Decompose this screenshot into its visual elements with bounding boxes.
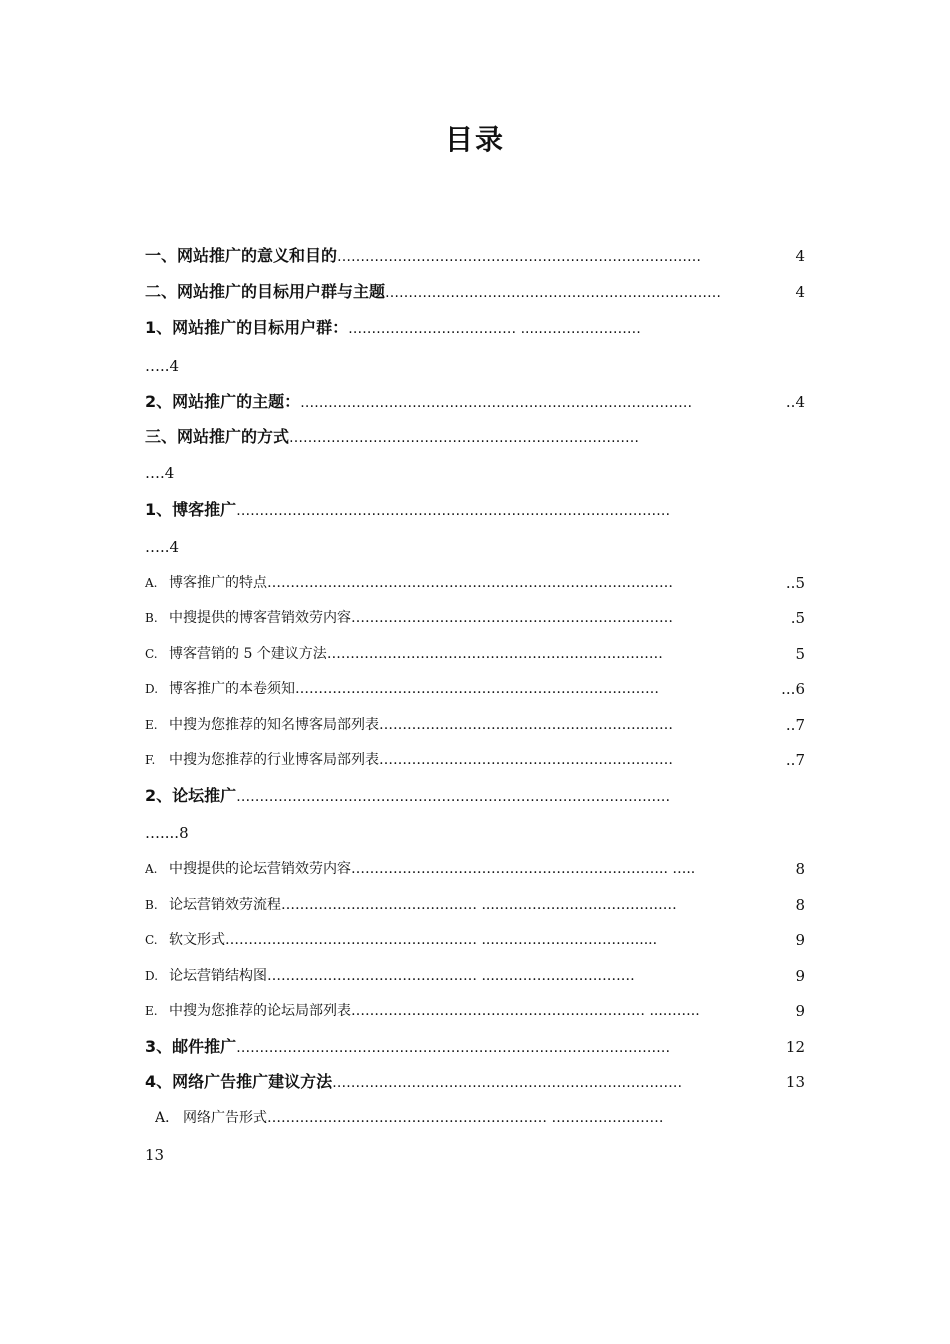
toc-entry-label: 中搜为您推荐的行业博客局部列表 (169, 752, 379, 768)
toc-entry-dots: ………………………………………………………………………………… (236, 789, 671, 805)
toc-entry-page: 9 (794, 927, 805, 953)
toc-entry-label: 三、网站推广的方式 (145, 427, 290, 446)
toc-entry-page: 9 (794, 998, 805, 1024)
toc-entry[interactable] (145, 783, 805, 809)
toc-entry[interactable] (145, 712, 805, 738)
toc-entry-dots: …………………………………………………………………… (295, 681, 659, 697)
toc-entry-dots: ……………………………… .....………………… (348, 321, 641, 337)
toc-entry[interactable] (145, 389, 805, 415)
toc-entry[interactable] (145, 570, 805, 596)
toc-entry-page: ..4 (785, 389, 805, 415)
toc-entry-prefix: C. (145, 933, 158, 947)
toc-entry-page: 5 (794, 641, 805, 667)
toc-entry-prefix: B. (145, 611, 158, 625)
toc-entry-label: 中搜为您推荐的论坛局部列表 (169, 1003, 351, 1019)
toc-entry-label: 中搜提供的论坛营销效劳内容 (169, 861, 351, 877)
toc-entry-label: 网络广告形式 (183, 1110, 267, 1126)
toc-entry-prefix: A． (155, 1110, 180, 1126)
toc-entry-page: 9 (794, 963, 805, 989)
toc-entry[interactable] (145, 315, 805, 341)
toc-entry-dots: …………………………………………………… …………………… (267, 1110, 664, 1126)
toc-entry-dots: ………………………………………………………………… (332, 1075, 683, 1091)
toc-entry-label: 一、网站推广的意义和目的 (145, 246, 338, 265)
toc-entry-dots: …………………………………………………………………… (337, 249, 702, 265)
toc-entry[interactable] (145, 892, 805, 918)
toc-entry-continuation: …..4 (145, 357, 180, 375)
toc-entry-label: 1、博客推广 (145, 500, 237, 519)
toc-entry-page: ..7 (785, 712, 805, 738)
page-title: 目录 (444, 123, 505, 156)
toc-entry-page: 8 (794, 856, 805, 882)
toc-entry-dots: ………………………………………………………………………………… (236, 1040, 671, 1056)
toc-entry-dots: ………………………………………………………………… (289, 430, 640, 446)
toc-entry-page: 4 (794, 279, 805, 305)
toc-entry-dots: ……………………………………………………… (379, 717, 673, 733)
toc-entry-page: 8 (794, 892, 805, 918)
toc-entry-prefix: F. (145, 753, 156, 767)
toc-entry[interactable] (145, 1069, 805, 1095)
toc-entry[interactable] (155, 1105, 805, 1131)
toc-entry-prefix: C. (145, 647, 158, 661)
toc-entry-prefix: B. (145, 898, 158, 912)
toc-entry-label: 二、网站推广的目标用户群与主题 (145, 282, 386, 301)
toc-entry-prefix: D. (145, 969, 159, 983)
toc-entry-label: 2、论坛推广 (145, 786, 237, 805)
toc-entry-prefix: D. (145, 682, 159, 696)
toc-entry-dots: ……………………………………………………………… (326, 646, 663, 662)
toc-entry-dots: …………………………………………………………… (351, 610, 673, 626)
toc-entry-dots: …………………………………… ...………………………………… (281, 897, 677, 913)
toc-entry-page: ..7 (785, 747, 805, 773)
toc-entry-label: 2、网站推广的主题： (145, 392, 301, 411)
toc-entry-label: 博客推广的本卷须知 (169, 681, 295, 697)
toc-entry-dots: ………………………………………………………….. ….. (351, 861, 696, 877)
toc-entry-page: 13 (785, 1069, 805, 1095)
toc-entry-label: 论坛营销结构图 (169, 968, 267, 984)
toc-entry-page: 12 (785, 1034, 805, 1060)
toc-entry-dots: ……………………………………………… ...…………………………..... (225, 932, 658, 948)
toc-entry[interactable] (145, 747, 805, 773)
toc-entry-page: ..5 (785, 570, 805, 596)
toc-entry[interactable] (145, 856, 805, 882)
toc-entry-prefix: A. (145, 576, 158, 590)
toc-entry-page: .5 (790, 605, 805, 631)
toc-entry-dots: ………………………………………………………………………………… (236, 503, 671, 519)
toc-entry-continuation: …....8 (145, 824, 189, 842)
toc-entry-label: 软文形式 (169, 932, 225, 948)
toc-entry-prefix: A. (145, 862, 158, 876)
toc-entry-label: 博客营销的 5 个建议方法 (169, 646, 327, 662)
toc-entry[interactable] (145, 605, 805, 631)
toc-entry-continuation: ….4 (145, 464, 175, 482)
toc-entry[interactable] (145, 1034, 805, 1060)
toc-entry[interactable] (145, 243, 805, 269)
toc-entry-dots: …………………………………………………………………………… (267, 575, 673, 591)
toc-entry-prefix: E. (145, 1004, 158, 1018)
toc-entry[interactable] (145, 424, 805, 450)
toc-entry-label: 中搜为您推荐的知名博客局部列表 (169, 717, 379, 733)
toc-entry[interactable] (145, 279, 805, 305)
toc-entry[interactable] (145, 963, 805, 989)
toc-entry-prefix: E. (145, 718, 158, 732)
toc-entry-label: 1、网站推广的目标用户群： (145, 318, 349, 337)
toc-entry-label: 中搜提供的博客营销效劳内容 (169, 610, 351, 626)
toc-entry-label: 博客推广的特点 (169, 575, 267, 591)
toc-entry[interactable] (145, 998, 805, 1024)
toc-entry-dots: ……………………………………… ...………………………… (267, 968, 635, 984)
toc-entry[interactable] (145, 676, 805, 702)
toc-entry[interactable] (145, 927, 805, 953)
toc-entry-continuation: …..4 (145, 538, 180, 556)
toc-entry-dots: ……………………………………………………………… (385, 285, 722, 301)
toc-entry-page: 4 (794, 243, 805, 269)
toc-entry[interactable] (145, 641, 805, 667)
toc-entry-page: ...6 (780, 676, 805, 702)
toc-entry-dots: ………………………………………………………………………… (300, 395, 693, 411)
toc-entry-label: 3、邮件推广 (145, 1037, 237, 1056)
toc-entry-continuation: 13 (145, 1146, 165, 1164)
toc-entry-dots: ……………………………………………………… (379, 752, 673, 768)
toc-entry[interactable] (145, 497, 805, 523)
toc-entry-label: 4、网络广告推广建议方法 (145, 1072, 333, 1091)
toc-entry-dots: ……………………………………………………… ...…….. (351, 1003, 700, 1019)
toc-entry-label: 论坛营销效劳流程 (169, 897, 281, 913)
